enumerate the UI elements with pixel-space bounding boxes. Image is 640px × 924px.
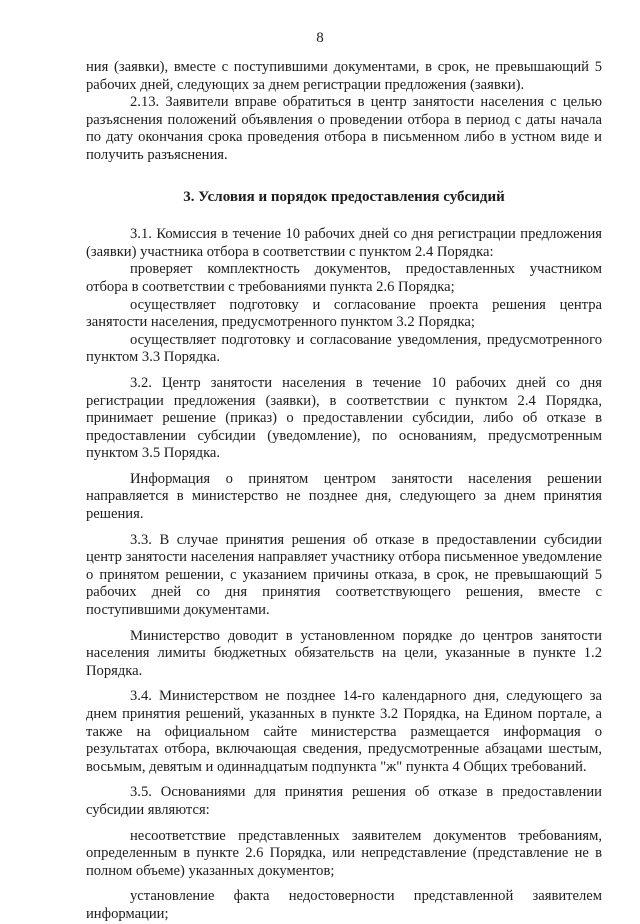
paragraph-3-1-item-2: осуществляет подготовку и согласование проекта решения центра занятости населения, предусмотренного пунктом 3.2 Порядка; [86, 296, 602, 331]
paragraph-3-3: 3.3. В случае принятия решения об отказе в предоставлении субсидии центр занятости населения направляет участнику отбора письменное уведомление о принятом решении, с указанием причины отказа, в срок, не превышающий 5 рабочих дней со дня принятия соответствующего решения, вместе с поступившими документами. [86, 531, 602, 619]
paragraph-3-2: 3.2. Центр занятости населения в течение 10 рабочих дней со дня регистрации предложения (заявки), в соответствии с пунктом 2.4 Порядка, принимает решение (приказ) о предоставлении субсидии, либо об отказе в предоставлении субсидии (уведомление), по основаниям, предусмотренным пунктом 3.5 Порядка. [86, 374, 602, 462]
paragraph-3-5-item-2: установление факта недостоверности представленной заявителем информации; [86, 888, 602, 922]
section-heading: 3. Условия и порядок предоставления субсидий [183, 188, 505, 205]
paragraph-3-5-item-1: несоответствие представленных заявителем документов требованиям, определенным в пункте 2.6 Порядка, или непредставление (представление не в полном объеме) указанных документов; [86, 827, 602, 879]
paragraph-3-3-ministry: Министерство доводит в установленном порядке до центров занятости населения лимиты бюджетных обязательств на цели, указанные в пункте 1.2 Порядка. [86, 627, 602, 679]
paragraph-3-4: 3.4. Министерством не позднее 14-го календарного дня, следующего за днем принятия решений, указанных в пункте 3.2 Порядка, на Едином портале, а также на официальном сайте министерства размещается информация о результатах отбора, включающая сведения, предусмотренные абзацами шестым, восьмым, девятым и одиннадцатым подпункта "ж" пункта 4 Общих требований. [86, 688, 602, 775]
paragraph-3-5: 3.5. Основаниями для принятия решения об отказе в предоставлении субсидии являются: [86, 784, 602, 818]
paragraph-3-1: 3.1. Комиссия в течение 10 рабочих дней со дня регистрации предложения (заявки) участника отбора в соответствии с пунктом 2.4 Порядка: [86, 226, 602, 260]
paragraph-3-1-item-3: осуществляет подготовку и согласование уведомления, предусмотренного пунктом 3.3 Порядка. [86, 331, 602, 366]
paragraph-2-13: 2.13. Заявители вправе обратиться в центр занятости населения с целью разъяснения положений объявления о проведении отбора в период с даты начала по дату окончания срока проведения отбора в письменном либо в устном виде и получить разъяснения. [86, 94, 602, 163]
document-body [86, 59, 602, 924]
page-number: 8 [316, 30, 324, 46]
paragraph-3-1-item-1: проверяет комплектность документов, предоставленных участником отбора в соответствии с требованиями пункта 2.6 Порядка; [86, 261, 602, 295]
paragraph-3-2-info: Информация о принятом центром занятости населения решении направляется в министерство не позднее дня, следующего за днем принятия решения. [86, 470, 602, 523]
paragraph-continuation: ния (заявки), вместе с поступившими документами, в срок, не превышающий 5 рабочих дней, следующих за днем регистрации предложения (заявки). [86, 59, 602, 93]
